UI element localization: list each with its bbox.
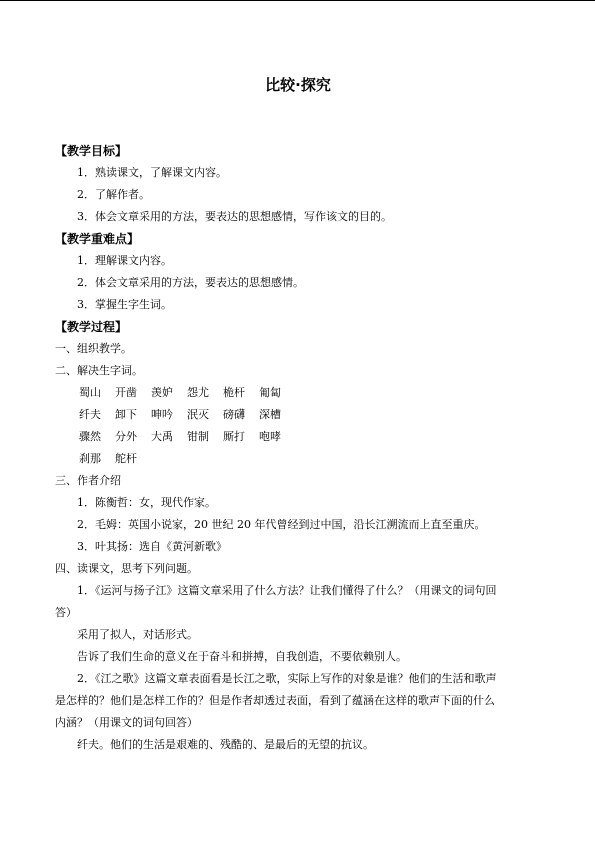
keypoint-item: 3．掌握生字生词。 [77, 298, 172, 311]
keypoint-item: 2．体会文章采用的方法，要表达的思想感情。 [77, 276, 304, 289]
answer-1-line: 采用了拟人，对话形式。 [77, 628, 198, 641]
vocab-word: 厮打 [223, 430, 245, 443]
section-heading-keypoints: 【教学重难点】 [55, 232, 140, 246]
vocab-word: 纤夫 [79, 408, 101, 421]
vocab-word: 泯灭 [187, 408, 209, 421]
keypoint-item: 1．理解课文内容。 [77, 254, 172, 267]
vocab-word: 舵杆 [115, 452, 137, 465]
goal-item: 1．熟读课文，了解课文内容。 [77, 166, 227, 179]
vocab-word: 卸下 [115, 408, 137, 421]
vocab-word: 骤然 [79, 430, 101, 443]
top-border [0, 0, 595, 1]
section-heading-goals: 【教学目标】 [55, 144, 128, 158]
vocab-word: 刹那 [79, 452, 101, 465]
vocab-word: 开凿 [115, 386, 137, 399]
answer-1-line: 告诉了我们生命的意义在于奋斗和拼搏，自我创造，不要依赖别人。 [77, 650, 407, 663]
word-row-2 [79, 408, 295, 422]
page-title: 比较·探究 [265, 76, 331, 94]
word-row-4 [79, 452, 151, 466]
vocab-word: 磅礴 [223, 408, 245, 421]
process-step: 二、解决生字词。 [55, 364, 143, 377]
vocab-word: 怨尤 [187, 386, 209, 399]
question-2-line: 2．《江之歌》这篇文章表面看是长江之歌，实际上写作的对象是谁？他们的生活和歌声 [77, 672, 497, 685]
vocab-word: 匍匐 [259, 386, 281, 399]
answer-2-line: 纤夫。他们的生活是艰难的、残酷的、是最后的无望的抗议。 [77, 738, 374, 751]
word-row-1 [79, 386, 295, 400]
process-step: 一、组织教学。 [55, 342, 132, 355]
process-step: 四、读课文，思考下列问题。 [55, 562, 198, 575]
vocab-word: 桅杆 [223, 386, 245, 399]
goal-item: 3．体会文章采用的方法，要表达的思想感情，写作该文的目的。 [77, 210, 392, 223]
section-heading-process: 【教学过程】 [55, 320, 128, 334]
process-step: 三、作者介绍 [55, 474, 121, 487]
vocab-word: 深槽 [259, 408, 281, 421]
question-1-line: 1．《运河与扬子江》这篇文章采用了什么方法？让我们懂得了什么？（用课文的词句回 [77, 584, 497, 597]
vocab-word: 咆哮 [259, 430, 281, 443]
vocab-word: 大禹 [151, 430, 173, 443]
author-item: 3．叶其扬：选自《黄河新歌》 [77, 540, 227, 553]
goal-item: 2．了解作者。 [77, 188, 150, 201]
word-row-3 [79, 430, 295, 444]
author-item: 1．陈衡哲：女，现代作家。 [77, 496, 216, 509]
vocab-word: 蜀山 [79, 386, 101, 399]
question-2-line: 内涵？（用课文的词句回答） [55, 716, 198, 729]
vocab-word: 分外 [115, 430, 137, 443]
author-item: 2．毛姆：英国小说家，20 世纪 20 年代曾经到过中国，沿长江溯流而上直至重庆。 [77, 518, 486, 531]
question-2-line: 是怎样的？他们是怎样工作的？但是作者却透过表面，看到了蕴涵在这样的歌声下面的什么 [55, 694, 495, 707]
vocab-word: 呻吟 [151, 408, 173, 421]
vocab-word: 羡妒 [151, 386, 173, 399]
question-1-line: 答） [55, 606, 77, 619]
vocab-word: 钳制 [187, 430, 209, 443]
